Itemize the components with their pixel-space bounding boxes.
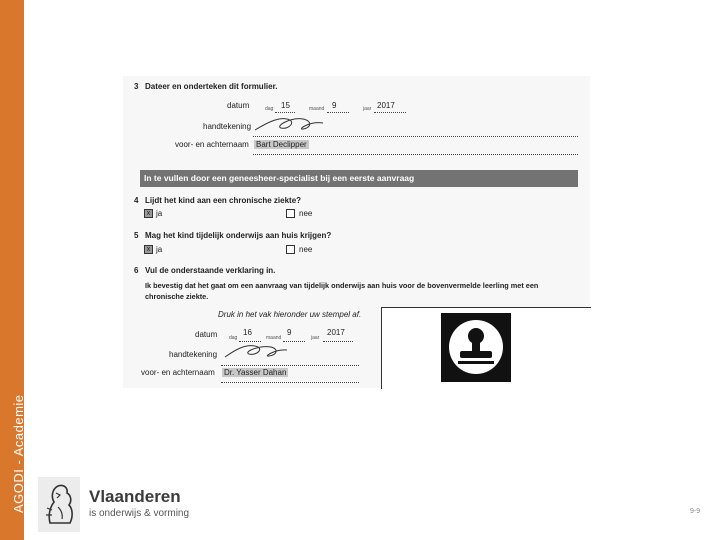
date1-year: 2017 [377, 101, 395, 110]
stamp-instruction: Druk in het vak hieronder uw stempel af. [218, 310, 362, 319]
flemish-lion-icon [38, 477, 80, 532]
date1-month-label: maand [309, 106, 325, 112]
q3-number: 3 [134, 82, 139, 91]
q4-number: 4 [134, 196, 139, 205]
date2-year-label: jaar [311, 335, 320, 341]
date2-year: 2017 [327, 328, 345, 337]
date2-month: 9 [287, 328, 292, 337]
date2-day: 16 [243, 328, 252, 337]
q5-number: 5 [134, 231, 139, 240]
date2-month-label: maand [266, 335, 282, 341]
q5-yes-label: ja [156, 245, 163, 254]
q4-no-label: nee [299, 209, 313, 218]
q5-text: Mag het kind tijdelijk onderwijs aan huis krijgen? [145, 231, 332, 240]
name2-label: voor- en achternaam [141, 368, 215, 377]
q6-statement-line2: chronische ziekte. [145, 292, 209, 301]
page-number: 9-9 [690, 508, 701, 515]
signature2-label: handtekening [169, 350, 218, 359]
signature1-line [253, 126, 578, 137]
specialist-banner: In te vullen door een geneesheer-specialist bij een eerste aanvraag [140, 170, 578, 187]
date1-year-label: jaar [363, 106, 372, 112]
date2-label: datum [195, 330, 218, 339]
stamp-box [381, 307, 591, 389]
q5-no-label: nee [299, 245, 313, 254]
brand-subtitle: is onderwijs & vorming [89, 508, 190, 519]
q6-text: Vul de onderstaande verklaring in. [145, 266, 276, 275]
q6-number: 6 [134, 266, 139, 275]
date1-month: 9 [332, 101, 337, 110]
signature1-label: handtekening [203, 122, 252, 131]
q5-yes-checkbox: x [144, 245, 153, 254]
date2-day-label: dag [229, 335, 238, 341]
scanned-form [123, 76, 590, 388]
brand-title: Vlaanderen [89, 487, 181, 506]
q4-yes-checkbox: x [144, 209, 153, 218]
date1-day-label: dag [265, 106, 274, 112]
q4-yes-label: ja [156, 209, 163, 218]
stamp-icon [441, 313, 511, 382]
name1-label: voor- en achternaam [175, 140, 249, 149]
date1-month-field [327, 102, 349, 113]
sidebar [0, 0, 24, 540]
signature2-line [221, 355, 359, 366]
q5-no-checkbox [286, 245, 295, 254]
name1-value: Bart Declipper [256, 140, 307, 149]
name2-value: Dr. Yasser Dahan [224, 368, 287, 377]
lion-logo [38, 477, 80, 532]
stamp-graphic [441, 313, 511, 382]
q6-statement-line1: Ik bevestig dat het gaat om een aanvraag van tijdelijk onderwijs aan huis voor de bovenvermelde leerling met een [145, 281, 539, 290]
q3-text: Dateer en onderteken dit formulier. [145, 82, 278, 91]
date1-label: datum [227, 101, 250, 110]
date1-day: 15 [281, 101, 290, 110]
q4-no-checkbox [286, 209, 295, 218]
sidebar-label: AGODI - Academie [11, 394, 26, 513]
q4-text: Lijdt het kind aan een chronische ziekte? [145, 196, 302, 205]
